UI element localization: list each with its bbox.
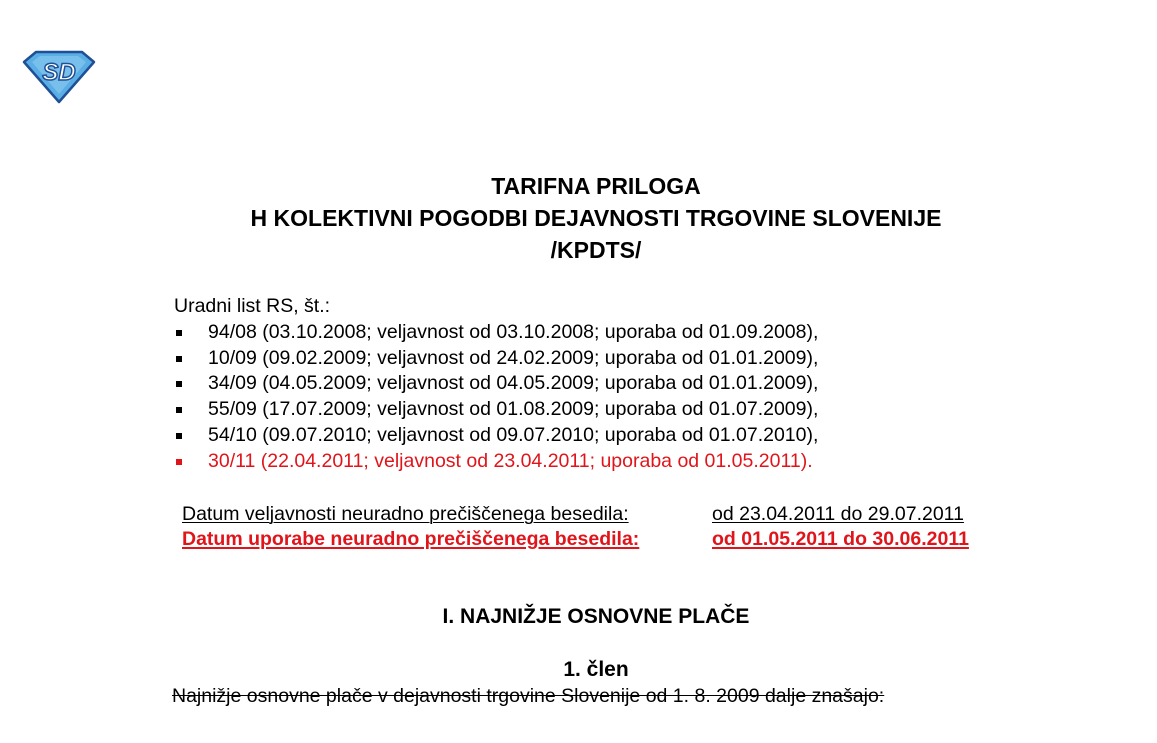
use-label: Datum uporabe neuradno prečiščenega besedila: (182, 528, 640, 550)
square-bullet-icon (176, 330, 182, 336)
article-title: 1. člen (563, 658, 629, 681)
sd-logo-icon (22, 48, 96, 104)
gazette-item (174, 371, 818, 397)
square-bullet-icon (176, 356, 182, 362)
gazette-item-text: 30/11 (22.04.2011; veljavnost od 23.04.2011; uporaba od 01.05.2011). (208, 449, 813, 472)
square-bullet-icon (176, 381, 182, 387)
article-text: Najnižje osnovne plače v dejavnosti trgovine Slovenije od 1. 8. 2009 dalje znašajo: (172, 685, 885, 707)
title-line-2: H KOLEKTIVNI POGODBI DEJAVNOSTI TRGOVINE SLOVENIJE (250, 205, 942, 231)
gazette-item-text: 55/09 (17.07.2009; veljavnost od 01.08.2009; uporaba od 01.07.2009), (208, 398, 819, 421)
gazette-item-text: 94/08 (03.10.2008; veljavnost od 03.10.2008; uporaba od 01.09.2008), (208, 320, 819, 343)
title-line-3: /KPDTS/ (550, 237, 642, 263)
square-bullet-icon (176, 433, 182, 439)
gazette-item (174, 346, 818, 372)
gazette-item-text: 10/09 (09.02.2009; veljavnost od 24.02.2009; uporaba od 01.01.2009), (208, 346, 819, 369)
gazette-items (174, 320, 818, 475)
gazette-item (174, 423, 818, 449)
section-title: I. NAJNIŽJE OSNOVNE PLAČE (442, 605, 750, 628)
validity-row (182, 502, 969, 527)
document-title (0, 170, 1157, 266)
gazette-item (174, 397, 818, 423)
gazette-item (174, 320, 818, 346)
gazette-item-text: 54/10 (09.07.2010; veljavnost od 09.07.2010; uporaba od 01.07.2010), (208, 423, 819, 446)
use-value: od 01.05.2011 do 30.06.2011 (712, 528, 969, 550)
square-bullet-icon (176, 407, 182, 413)
validity-dates (182, 502, 969, 552)
square-bullet-icon (176, 459, 182, 465)
title-line-1: TARIFNA PRILOGA (491, 173, 701, 199)
official-gazette-list (174, 294, 818, 475)
validity-value: od 23.04.2011 do 29.07.2011 (712, 503, 964, 525)
logo-text: SD (42, 59, 76, 86)
gazette-intro: Uradni list RS, št.: (174, 295, 331, 317)
validity-label: Datum veljavnosti neuradno prečiščenega besedila: (182, 503, 629, 525)
gazette-item-latest (174, 449, 818, 475)
use-row (182, 527, 969, 552)
gazette-item-text: 34/09 (04.05.2009; veljavnost od 04.05.2009; uporaba od 01.01.2009), (208, 372, 819, 395)
